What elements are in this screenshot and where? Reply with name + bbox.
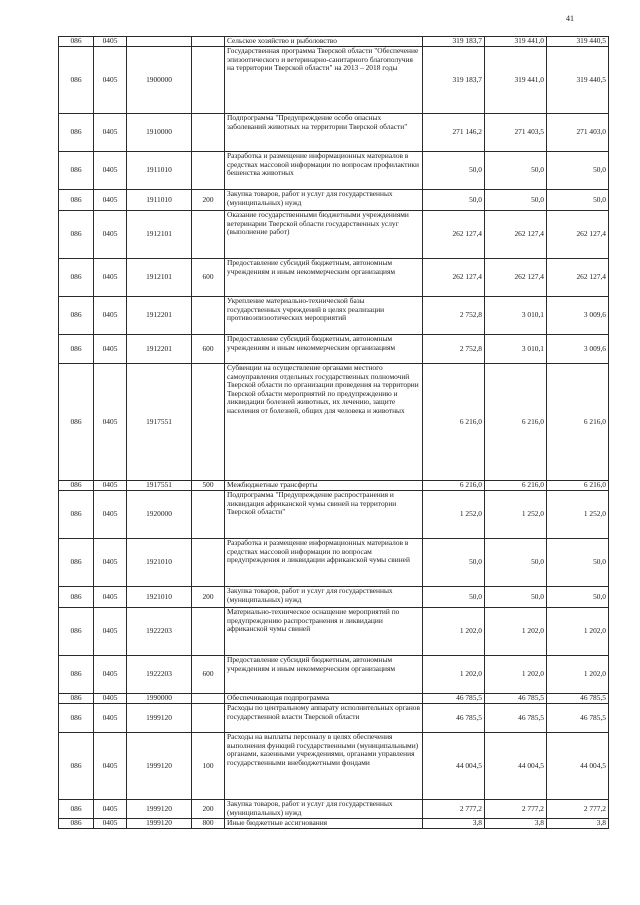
amount-year3-cell: 271 403,0 xyxy=(547,114,609,152)
amount-year2-cell: 50,0 xyxy=(485,539,547,587)
table-row xyxy=(59,539,609,587)
code-rz-cell: 0405 xyxy=(94,114,127,152)
amount-year1-cell: 6 216,0 xyxy=(423,364,485,481)
amount-year2-cell: 1 202,0 xyxy=(485,656,547,694)
code-ved-cell: 086 xyxy=(59,37,94,47)
amount-year3-cell: 50,0 xyxy=(547,539,609,587)
code-rz-cell: 0405 xyxy=(94,819,127,829)
table-row xyxy=(59,819,609,829)
amount-year3-cell: 6 216,0 xyxy=(547,364,609,481)
amount-year1-cell: 1 202,0 xyxy=(423,656,485,694)
code-rz-cell: 0405 xyxy=(94,211,127,259)
code-ved-cell: 086 xyxy=(59,587,94,608)
code-vr-cell xyxy=(192,114,225,152)
code-ved-cell: 086 xyxy=(59,694,94,704)
code-cs-cell: 1921010 xyxy=(127,539,192,587)
code-rz-cell: 0405 xyxy=(94,587,127,608)
code-vr-cell: 600 xyxy=(192,335,225,364)
table-row xyxy=(59,800,609,819)
item-name-cell: Подпрограмма "Предупреждение распространения и ликвидация африканской чумы свиней на территории Тверской области" xyxy=(225,491,423,539)
table-row xyxy=(59,37,609,47)
amount-year3-cell: 1 202,0 xyxy=(547,656,609,694)
table-row xyxy=(59,608,609,656)
item-name-cell: Материально-техническое оснащение мероприятий по предупреждению распространения и ликвидации африканской чумы свиней xyxy=(225,608,423,656)
code-rz-cell: 0405 xyxy=(94,47,127,114)
item-name-cell: Расходы на выплаты персоналу в целях обеспечения выполнения функций государственными (муниципальными) органами, казенными учреждениями, органами управления государственными внебюджетными фондами xyxy=(225,733,423,800)
item-name-cell: Субвенции на осуществление органами местного самоуправления отдельных государственных полномочий Тверской области по организации проведения на территории Тверской области мероприятий по предупреждению и ликвидации болезней животных, их лечению, защите населения от болезней, общих для человека и животных xyxy=(225,364,423,481)
amount-year2-cell: 3,8 xyxy=(485,819,547,829)
amount-year1-cell: 271 146,2 xyxy=(423,114,485,152)
code-vr-cell xyxy=(192,47,225,114)
code-cs-cell: 1910000 xyxy=(127,114,192,152)
amount-year2-cell: 44 004,5 xyxy=(485,733,547,800)
code-ved-cell: 086 xyxy=(59,733,94,800)
code-vr-cell: 800 xyxy=(192,819,225,829)
code-vr-cell: 200 xyxy=(192,800,225,819)
code-rz-cell: 0405 xyxy=(94,704,127,733)
item-name-cell: Разработка и размещение информационных материалов в средствах массовой информации по вопросам профилактики бешенства животных xyxy=(225,152,423,190)
amount-year1-cell: 44 004,5 xyxy=(423,733,485,800)
code-ved-cell: 086 xyxy=(59,190,94,211)
amount-year2-cell: 271 403,5 xyxy=(485,114,547,152)
code-cs-cell: 1912101 xyxy=(127,259,192,297)
code-cs-cell: 1920000 xyxy=(127,491,192,539)
table-row xyxy=(59,491,609,539)
item-name-cell: Расходы по центральному аппарату исполнительных органов государственной власти Тверской области xyxy=(225,704,423,733)
table-row xyxy=(59,114,609,152)
amount-year3-cell: 319 440,5 xyxy=(547,47,609,114)
code-vr-cell xyxy=(192,539,225,587)
amount-year1-cell: 1 252,0 xyxy=(423,491,485,539)
amount-year3-cell: 1 252,0 xyxy=(547,491,609,539)
page-number: 41 xyxy=(566,14,574,23)
code-vr-cell xyxy=(192,37,225,47)
code-cs-cell: 1999120 xyxy=(127,733,192,800)
amount-year2-cell: 6 216,0 xyxy=(485,364,547,481)
item-name-cell: Закупка товаров, работ и услуг для государственных (муниципальных) нужд xyxy=(225,587,423,608)
code-vr-cell: 600 xyxy=(192,259,225,297)
code-vr-cell: 200 xyxy=(192,587,225,608)
code-ved-cell: 086 xyxy=(59,704,94,733)
table-row xyxy=(59,152,609,190)
code-cs-cell: 1911010 xyxy=(127,152,192,190)
code-rz-cell: 0405 xyxy=(94,608,127,656)
code-cs-cell: 1912201 xyxy=(127,297,192,335)
amount-year2-cell: 2 777,2 xyxy=(485,800,547,819)
code-rz-cell: 0405 xyxy=(94,335,127,364)
code-cs-cell: 1911010 xyxy=(127,190,192,211)
table-row xyxy=(59,656,609,694)
amount-year3-cell: 262 127,4 xyxy=(547,211,609,259)
amount-year1-cell: 50,0 xyxy=(423,152,485,190)
code-cs-cell: 1990000 xyxy=(127,694,192,704)
code-ved-cell: 086 xyxy=(59,211,94,259)
amount-year1-cell: 319 183,7 xyxy=(423,37,485,47)
code-ved-cell: 086 xyxy=(59,114,94,152)
item-name-cell: Иные бюджетные ассигнования xyxy=(225,819,423,829)
amount-year3-cell: 3 009,6 xyxy=(547,335,609,364)
code-rz-cell: 0405 xyxy=(94,800,127,819)
table-row xyxy=(59,733,609,800)
item-name-cell: Разработка и размещение информационных материалов в средствах массовой информации по вопросам предупреждения и ликвидации африканской чумы свиней xyxy=(225,539,423,587)
amount-year1-cell: 262 127,4 xyxy=(423,259,485,297)
amount-year3-cell: 3 009,6 xyxy=(547,297,609,335)
item-name-cell: Сельское хозяйство и рыболовство xyxy=(225,37,423,47)
amount-year3-cell: 1 202,0 xyxy=(547,608,609,656)
amount-year2-cell: 50,0 xyxy=(485,152,547,190)
amount-year2-cell: 262 127,4 xyxy=(485,211,547,259)
amount-year2-cell: 46 785,5 xyxy=(485,694,547,704)
code-vr-cell xyxy=(192,364,225,481)
code-vr-cell xyxy=(192,694,225,704)
table-row xyxy=(59,364,609,481)
code-vr-cell xyxy=(192,704,225,733)
code-cs-cell: 1922203 xyxy=(127,608,192,656)
amount-year2-cell: 46 785,5 xyxy=(485,704,547,733)
code-cs-cell: 1999120 xyxy=(127,800,192,819)
item-name-cell: Укрепление материально-технической базы государственных учреждений в целях реализации противоэпизоотических мероприятий xyxy=(225,297,423,335)
code-rz-cell: 0405 xyxy=(94,481,127,491)
amount-year3-cell: 50,0 xyxy=(547,152,609,190)
amount-year1-cell: 46 785,5 xyxy=(423,694,485,704)
code-ved-cell: 086 xyxy=(59,259,94,297)
item-name-cell: Государственная программа Тверской области "Обеспечение эпизоотического и ветеринарно-санитарного благополучия на территории Тверской области" на 2013 – 2018 годы xyxy=(225,47,423,114)
amount-year3-cell: 46 785,5 xyxy=(547,704,609,733)
code-rz-cell: 0405 xyxy=(94,364,127,481)
code-vr-cell: 600 xyxy=(192,656,225,694)
amount-year3-cell: 44 004,5 xyxy=(547,733,609,800)
code-rz-cell: 0405 xyxy=(94,656,127,694)
code-vr-cell: 100 xyxy=(192,733,225,800)
code-ved-cell: 086 xyxy=(59,539,94,587)
code-vr-cell: 200 xyxy=(192,190,225,211)
code-rz-cell: 0405 xyxy=(94,259,127,297)
item-name-cell: Закупка товаров, работ и услуг для государственных (муниципальных) нужд xyxy=(225,800,423,819)
code-rz-cell: 0405 xyxy=(94,297,127,335)
code-ved-cell: 086 xyxy=(59,491,94,539)
amount-year2-cell: 319 441,0 xyxy=(485,37,547,47)
code-cs-cell: 1917551 xyxy=(127,481,192,491)
code-vr-cell xyxy=(192,152,225,190)
amount-year1-cell: 50,0 xyxy=(423,539,485,587)
code-cs-cell: 1900000 xyxy=(127,47,192,114)
amount-year1-cell: 3,8 xyxy=(423,819,485,829)
item-name-cell: Подпрограмма "Предупреждение особо опасных заболеваний животных на территории Тверской области" xyxy=(225,114,423,152)
amount-year2-cell: 50,0 xyxy=(485,587,547,608)
code-ved-cell: 086 xyxy=(59,819,94,829)
amount-year2-cell: 50,0 xyxy=(485,190,547,211)
item-name-cell: Оказание государственными бюджетными учреждениями ветеринарии Тверской области государственных услуг (выполнение работ) xyxy=(225,211,423,259)
code-cs-cell: 1921010 xyxy=(127,587,192,608)
amount-year2-cell: 3 010,1 xyxy=(485,335,547,364)
item-name-cell: Предоставление субсидий бюджетным, автономным учреждениям и иным некоммерческим организациям xyxy=(225,335,423,364)
amount-year2-cell: 262 127,4 xyxy=(485,259,547,297)
amount-year3-cell: 50,0 xyxy=(547,190,609,211)
amount-year3-cell: 6 216,0 xyxy=(547,481,609,491)
item-name-cell: Предоставление субсидий бюджетным, автономным учреждениям и иным некоммерческим организациям xyxy=(225,656,423,694)
table-row xyxy=(59,259,609,297)
amount-year1-cell: 46 785,5 xyxy=(423,704,485,733)
amount-year1-cell: 1 202,0 xyxy=(423,608,485,656)
code-rz-cell: 0405 xyxy=(94,190,127,211)
code-ved-cell: 086 xyxy=(59,800,94,819)
amount-year3-cell: 2 777,2 xyxy=(547,800,609,819)
item-name-cell: Предоставление субсидий бюджетным, автономным учреждениям и иным некоммерческим организациям xyxy=(225,259,423,297)
code-ved-cell: 086 xyxy=(59,481,94,491)
table-row xyxy=(59,694,609,704)
amount-year1-cell: 2 752,8 xyxy=(423,335,485,364)
code-rz-cell: 0405 xyxy=(94,491,127,539)
table-row xyxy=(59,211,609,259)
code-ved-cell: 086 xyxy=(59,335,94,364)
code-vr-cell xyxy=(192,211,225,259)
amount-year2-cell: 1 202,0 xyxy=(485,608,547,656)
amount-year2-cell: 3 010,1 xyxy=(485,297,547,335)
amount-year3-cell: 262 127,4 xyxy=(547,259,609,297)
table-row xyxy=(59,47,609,114)
code-cs-cell: 1999120 xyxy=(127,819,192,829)
code-cs-cell: 1922203 xyxy=(127,656,192,694)
code-cs-cell: 1999120 xyxy=(127,704,192,733)
budget-table xyxy=(58,36,609,829)
code-cs-cell: 1917551 xyxy=(127,364,192,481)
amount-year2-cell: 1 252,0 xyxy=(485,491,547,539)
table-body xyxy=(59,37,609,829)
item-name-cell: Закупка товаров, работ и услуг для государственных (муниципальных) нужд xyxy=(225,190,423,211)
item-name-cell: Межбюджетные трансферты xyxy=(225,481,423,491)
table-row xyxy=(59,335,609,364)
code-vr-cell xyxy=(192,608,225,656)
table-row xyxy=(59,704,609,733)
amount-year2-cell: 6 216,0 xyxy=(485,481,547,491)
code-rz-cell: 0405 xyxy=(94,539,127,587)
code-vr-cell: 500 xyxy=(192,481,225,491)
code-vr-cell xyxy=(192,297,225,335)
code-ved-cell: 086 xyxy=(59,297,94,335)
code-rz-cell: 0405 xyxy=(94,733,127,800)
code-rz-cell: 0405 xyxy=(94,152,127,190)
table-row xyxy=(59,587,609,608)
amount-year1-cell: 50,0 xyxy=(423,190,485,211)
amount-year1-cell: 6 216,0 xyxy=(423,481,485,491)
amount-year2-cell: 319 441,0 xyxy=(485,47,547,114)
code-cs-cell: 1912101 xyxy=(127,211,192,259)
code-rz-cell: 0405 xyxy=(94,694,127,704)
table-row xyxy=(59,481,609,491)
code-ved-cell: 086 xyxy=(59,608,94,656)
amount-year1-cell: 262 127,4 xyxy=(423,211,485,259)
code-ved-cell: 086 xyxy=(59,656,94,694)
amount-year1-cell: 319 183,7 xyxy=(423,47,485,114)
code-vr-cell xyxy=(192,491,225,539)
amount-year3-cell: 46 785,5 xyxy=(547,694,609,704)
amount-year3-cell: 50,0 xyxy=(547,587,609,608)
amount-year1-cell: 2 777,2 xyxy=(423,800,485,819)
table-row xyxy=(59,297,609,335)
code-rz-cell: 0405 xyxy=(94,37,127,47)
code-cs-cell: 1912201 xyxy=(127,335,192,364)
table-row xyxy=(59,190,609,211)
amount-year1-cell: 50,0 xyxy=(423,587,485,608)
code-ved-cell: 086 xyxy=(59,364,94,481)
amount-year3-cell: 319 440,5 xyxy=(547,37,609,47)
amount-year1-cell: 2 752,8 xyxy=(423,297,485,335)
code-ved-cell: 086 xyxy=(59,152,94,190)
item-name-cell: Обеспечивающая подпрограмма xyxy=(225,694,423,704)
code-cs-cell xyxy=(127,37,192,47)
code-ved-cell: 086 xyxy=(59,47,94,114)
amount-year3-cell: 3,8 xyxy=(547,819,609,829)
